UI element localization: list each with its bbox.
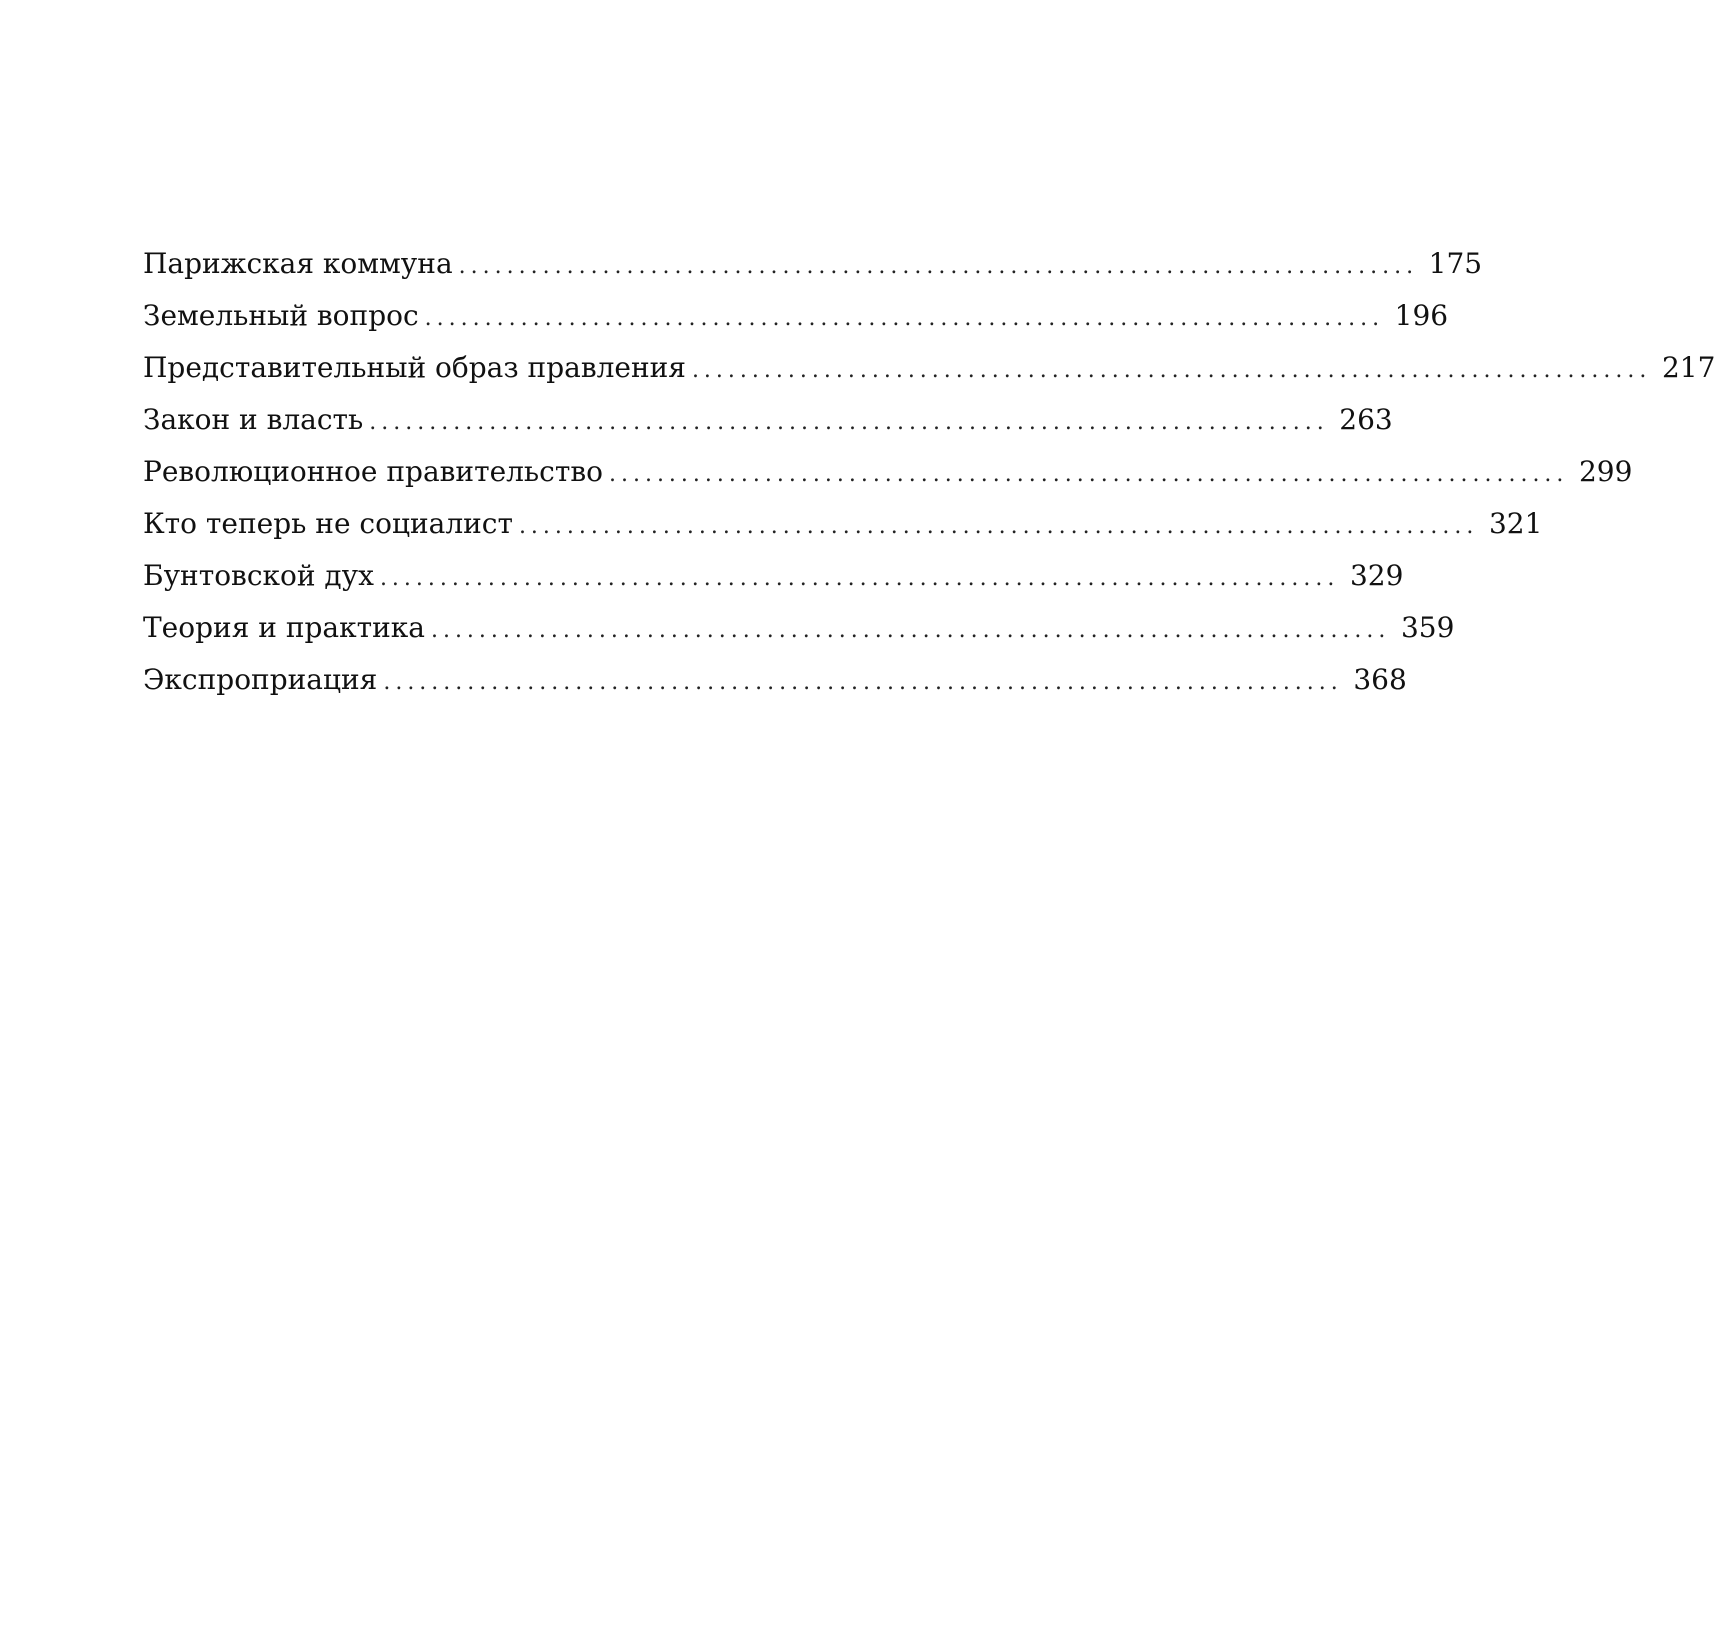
toc-entry-page: 196 xyxy=(1394,299,1449,332)
dot-leader: ................................................................................ xyxy=(369,410,1329,435)
toc-entry xyxy=(143,654,1407,706)
toc-entry-page: 321 xyxy=(1488,507,1543,540)
toc-entry xyxy=(143,550,1404,602)
toc-entry xyxy=(143,602,1455,654)
toc-entry xyxy=(143,342,1715,394)
dot-leader: ................................................................................ xyxy=(424,306,1385,331)
toc-entry xyxy=(143,290,1449,342)
dot-leader: ................................................................................ xyxy=(518,514,1479,539)
toc-entry-title: Представительный образ правления xyxy=(143,351,686,384)
dot-leader: ................................................................................ xyxy=(379,566,1340,591)
dot-leader: ................................................................................ xyxy=(608,462,1569,487)
toc-entry-page: 175 xyxy=(1428,247,1483,280)
toc-entry-page: 368 xyxy=(1353,663,1407,696)
toc-entry-page: 329 xyxy=(1349,559,1404,592)
toc-entry-title: Закон и власть xyxy=(143,403,364,436)
toc-entry-title: Кто теперь не социалист xyxy=(143,507,513,540)
toc-entry-page: 299 xyxy=(1578,455,1633,488)
dot-leader: ................................................................................ xyxy=(430,618,1391,643)
dot-leader: ................................................................................ xyxy=(458,254,1419,279)
toc-entry-title: Теория и практика xyxy=(143,611,425,644)
toc-entry-title: Экспроприация xyxy=(143,663,378,696)
toc-entry xyxy=(143,498,1543,550)
toc-entry-title: Парижская коммуна xyxy=(143,247,453,280)
dot-leader: ................................................................................ xyxy=(691,358,1652,383)
dot-leader: ................................................................................ xyxy=(383,670,1343,695)
toc-entry-page: 359 xyxy=(1400,611,1455,644)
toc-entry-page: 217 xyxy=(1661,351,1715,384)
table-of-contents xyxy=(143,238,1715,706)
toc-entry-title: Революционное правительство xyxy=(143,455,603,488)
toc-entry xyxy=(143,446,1633,498)
toc-entry xyxy=(143,238,1483,290)
toc-entry-title: Земельный вопрос xyxy=(143,299,419,332)
toc-entry-title: Бунтовской дух xyxy=(143,559,374,592)
toc-entry xyxy=(143,394,1393,446)
toc-entry-page: 263 xyxy=(1339,403,1393,436)
